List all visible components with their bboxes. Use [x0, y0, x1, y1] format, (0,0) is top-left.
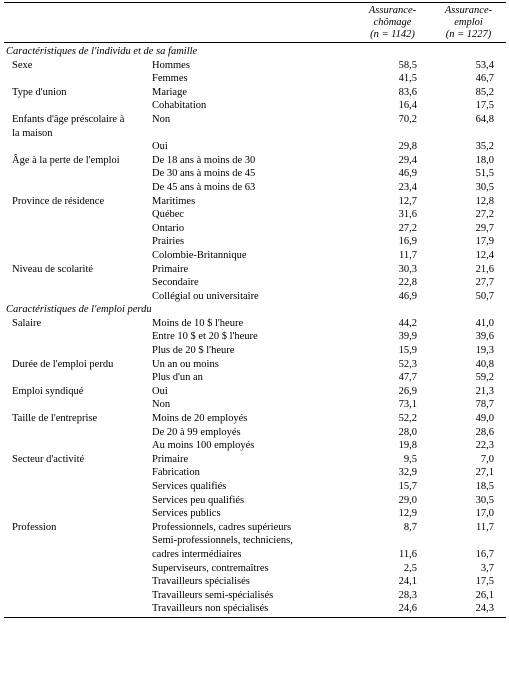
value-assurance-chomage: 23,4 [398, 181, 417, 193]
item-label: Hommes [152, 59, 190, 71]
item-label: Travailleurs semi-spécialisés [152, 589, 274, 601]
category-label [4, 480, 144, 494]
value-assurance-emploi: 78,7 [475, 399, 494, 411]
item-label: Travailleurs non spécialisés [144, 602, 354, 617]
value-assurance-emploi: 19,3 [475, 345, 494, 357]
value-assurance-emploi: 28,6 [475, 426, 494, 438]
table-row [4, 494, 506, 508]
item-label: Non [152, 113, 171, 125]
category-label [4, 439, 144, 453]
item-label: De 20 à 99 employés [152, 426, 241, 438]
table-row [4, 412, 506, 426]
item-label: Professionnels, cadres supérieurs [152, 521, 292, 533]
category-label [4, 72, 144, 86]
value-assurance-chomage: 46,9 [398, 168, 417, 180]
category-label [4, 208, 144, 222]
table-row [4, 480, 506, 494]
value-assurance-chomage: 70,2 [398, 113, 417, 125]
category-label: Profession [12, 521, 57, 533]
item-label: Prairies [152, 236, 185, 248]
category-label [4, 534, 144, 561]
item-label: Plus d'un an [152, 372, 203, 384]
item-label: Semi-professionnels, techniciens, cadres intermédiaires [152, 535, 293, 560]
value-assurance-emploi: 17,5 [475, 100, 494, 112]
table-row [4, 235, 506, 249]
category-label: Âge à la perte de l'emploi [12, 154, 120, 166]
table-row [4, 222, 506, 236]
value-assurance-chomage: 19,8 [398, 440, 417, 452]
value-assurance-emploi: 27,7 [475, 277, 494, 289]
table-row [4, 562, 506, 576]
value-assurance-chomage: 24,1 [398, 576, 417, 588]
item-label: Services peu qualifiés [152, 494, 245, 506]
value-assurance-emploi: 27,2 [475, 209, 494, 221]
item-label: Maritimes [152, 195, 196, 207]
value-assurance-chomage: 16,9 [398, 236, 417, 248]
value-assurance-emploi: 51,5 [475, 168, 494, 180]
category-label [4, 466, 144, 480]
category-label [4, 344, 144, 358]
category-label: Durée de l'emploi perdu [12, 358, 114, 370]
value-assurance-chomage: 11,6 [399, 548, 417, 560]
value-assurance-chomage: 44,2 [398, 317, 417, 329]
table-body [4, 43, 506, 618]
table-row [4, 276, 506, 290]
section-title-row [4, 43, 506, 59]
table-row [4, 181, 506, 195]
value-assurance-chomage: 28,0 [398, 426, 417, 438]
value-assurance-chomage: 8,7 [403, 521, 417, 533]
section-title-row [4, 303, 506, 317]
table-row [4, 534, 506, 561]
value-assurance-emploi: 30,5 [475, 494, 494, 506]
table-row [4, 290, 506, 304]
table-row [4, 385, 506, 399]
value-assurance-emploi: 39,6 [475, 331, 494, 343]
table-row [4, 208, 506, 222]
item-label: Colombie-Britannique [152, 249, 247, 261]
item-label: Primaire [152, 453, 189, 465]
table-row [4, 195, 506, 209]
item-label: Moins de 10 $ l'heure [152, 317, 244, 329]
value-assurance-emploi: 41,0 [475, 317, 494, 329]
item-label: De 30 ans à moins de 45 [152, 168, 256, 180]
category-label [4, 235, 144, 249]
value-assurance-chomage: 52,2 [398, 413, 417, 425]
section-title: Caractéristiques de l'emploi perdu [6, 304, 152, 316]
value-assurance-chomage: 22,8 [398, 277, 417, 289]
value-assurance-chomage: 9,5 [403, 453, 417, 465]
value-assurance-emploi: 12,4 [475, 249, 494, 261]
table-row [4, 167, 506, 181]
value-assurance-chomage: 16,4 [398, 100, 417, 112]
item-label: Collégial ou universitaire [152, 290, 259, 302]
category-label: Emploi syndiqué [12, 385, 84, 397]
item-label: Entre 10 $ et 20 $ l'heure [152, 331, 258, 343]
table-row [4, 59, 506, 73]
category-label [4, 371, 144, 385]
category-label [4, 589, 144, 603]
table-row [4, 398, 506, 412]
value-assurance-emploi: 53,4 [475, 59, 494, 71]
category-label [4, 181, 144, 195]
item-label: Services qualifiés [152, 481, 227, 492]
value-assurance-chomage: 58,5 [398, 59, 417, 71]
value-assurance-chomage: 32,9 [398, 467, 417, 479]
value-assurance-chomage: 46,9 [398, 290, 417, 302]
value-assurance-emploi: 50,7 [475, 290, 494, 302]
table-row [4, 344, 506, 358]
header-assurance-chomage: Assurance- chômage (n = 1142) [354, 3, 431, 43]
value-assurance-emploi: 17,0 [475, 508, 494, 520]
value-assurance-chomage: 29,4 [398, 154, 417, 166]
item-label: Ontario [152, 222, 185, 234]
value-assurance-chomage: 15,7 [398, 481, 417, 492]
value-assurance-emploi: 3,7 [480, 562, 494, 574]
value-assurance-chomage: 29,0 [398, 494, 417, 506]
category-label: Enfants d'âge préscolaire à la maison [12, 113, 125, 139]
item-label: Moins de 20 employés [152, 413, 248, 425]
category-label [4, 222, 144, 236]
table-row [4, 507, 506, 521]
value-assurance-chomage: 12,7 [398, 195, 417, 207]
value-assurance-emploi: 64,8 [475, 113, 494, 125]
value-assurance-chomage: 28,3 [398, 589, 417, 601]
value-assurance-chomage: 2,5 [403, 562, 417, 574]
table-row [4, 358, 506, 372]
category-label: Salaire [12, 317, 42, 329]
value-assurance-emploi: 18,5 [475, 481, 494, 492]
value-assurance-chomage: 12,9 [398, 508, 417, 520]
item-label: Fabrication [152, 467, 200, 479]
table-row [4, 249, 506, 263]
value-assurance-chomage: 31,6 [398, 209, 417, 221]
category-label: Province de résidence [12, 195, 105, 207]
value-assurance-emploi: 7,0 [480, 453, 494, 465]
category-label [4, 398, 144, 412]
value-assurance-chomage: 29,8 [398, 141, 417, 153]
value-assurance-emploi: 16,7 [475, 548, 494, 560]
value-assurance-emploi: 85,2 [475, 86, 494, 98]
value-assurance-emploi: 17,5 [475, 576, 494, 588]
value-assurance-emploi: 21,6 [475, 263, 494, 275]
item-label: De 18 ans à moins de 30 [152, 154, 256, 166]
item-label: Au moins 100 employés [152, 440, 255, 452]
item-label: Québec [152, 209, 185, 221]
category-label [4, 167, 144, 181]
category-label [4, 507, 144, 521]
item-label: Primaire [152, 263, 189, 275]
table-row [4, 72, 506, 86]
value-assurance-emploi: 24,3 [431, 602, 506, 617]
value-assurance-emploi: 26,1 [475, 589, 494, 601]
table-row [4, 140, 506, 154]
category-label: Secteur d'activité [12, 453, 85, 465]
value-assurance-emploi: 59,2 [475, 372, 494, 384]
item-label: De 45 ans à moins de 63 [152, 181, 256, 193]
item-label: Cohabitation [152, 100, 207, 112]
category-label [4, 140, 144, 154]
table-row [4, 466, 506, 480]
value-assurance-chomage: 41,5 [398, 73, 417, 85]
item-label: Superviseurs, contremaîtres [152, 562, 269, 574]
table-row [4, 453, 506, 467]
value-assurance-emploi: 30,5 [475, 181, 494, 193]
category-label: Type d'union [12, 86, 67, 98]
value-assurance-emploi: 49,0 [475, 413, 494, 425]
category-label [4, 99, 144, 113]
value-assurance-emploi: 27,1 [475, 467, 494, 479]
category-label: Taille de l'entreprise [12, 413, 98, 425]
table-row [4, 263, 506, 277]
value-assurance-chomage: 27,2 [398, 222, 417, 234]
value-assurance-emploi: 46,7 [475, 73, 494, 85]
table-row [4, 439, 506, 453]
item-label: Travailleurs spécialisés [152, 576, 250, 588]
table-row [4, 521, 506, 535]
value-assurance-chomage: 26,9 [398, 385, 417, 397]
item-label: Femmes [152, 73, 188, 85]
table-row [4, 317, 506, 331]
value-assurance-chomage: 15,9 [398, 345, 417, 357]
table-row [4, 330, 506, 344]
category-label [4, 575, 144, 589]
value-assurance-emploi: 21,3 [475, 385, 494, 397]
value-assurance-chomage: 24,6 [354, 602, 431, 617]
header-assurance-emploi: Assurance- emploi (n = 1227) [431, 3, 506, 43]
table-row [4, 426, 506, 440]
item-label: Plus de 20 $ l'heure [152, 345, 235, 357]
value-assurance-emploi: 40,8 [475, 358, 494, 370]
value-assurance-chomage: 73,1 [398, 399, 417, 411]
item-label: Secondaire [152, 277, 199, 289]
value-assurance-chomage: 30,3 [398, 263, 417, 275]
value-assurance-chomage: 11,7 [399, 249, 417, 261]
item-label: Mariage [152, 86, 187, 98]
section-title: Caractéristiques de l'individu et de sa famille [6, 46, 198, 57]
category-label [4, 249, 144, 263]
category-label [4, 330, 144, 344]
value-assurance-emploi: 11,7 [476, 521, 494, 533]
category-label [4, 562, 144, 576]
data-table [4, 2, 506, 618]
value-assurance-emploi: 17,9 [475, 236, 494, 248]
value-assurance-emploi: 18,0 [475, 154, 494, 166]
item-label: Services publics [152, 508, 221, 520]
table-row [4, 575, 506, 589]
category-label [4, 426, 144, 440]
value-assurance-chomage: 83,6 [398, 86, 417, 98]
table-row [4, 86, 506, 100]
value-assurance-chomage: 39,9 [398, 331, 417, 343]
item-label: Non [152, 399, 171, 411]
header-blank-2 [144, 3, 354, 43]
category-label [4, 276, 144, 290]
category-label: Sexe [12, 59, 33, 71]
item-label: Oui [152, 141, 168, 153]
table-row [4, 602, 506, 617]
value-assurance-chomage: 47,7 [398, 372, 417, 384]
table-row [4, 99, 506, 113]
table-row [4, 113, 506, 140]
category-label: Niveau de scolarité [12, 263, 94, 275]
category-label [4, 494, 144, 508]
table-header [4, 3, 506, 43]
table-row [4, 371, 506, 385]
item-label: Oui [152, 385, 168, 397]
value-assurance-chomage: 52,3 [398, 358, 417, 370]
item-label: Un an ou moins [152, 358, 219, 370]
table-row [4, 589, 506, 603]
value-assurance-emploi: 22,3 [475, 440, 494, 452]
value-assurance-emploi: 29,7 [475, 222, 494, 234]
table-row [4, 154, 506, 168]
category-label [4, 290, 144, 304]
header-blank-1 [4, 3, 144, 43]
value-assurance-emploi: 12,8 [475, 195, 494, 207]
category-label [4, 602, 144, 617]
value-assurance-emploi: 35,2 [475, 141, 494, 153]
